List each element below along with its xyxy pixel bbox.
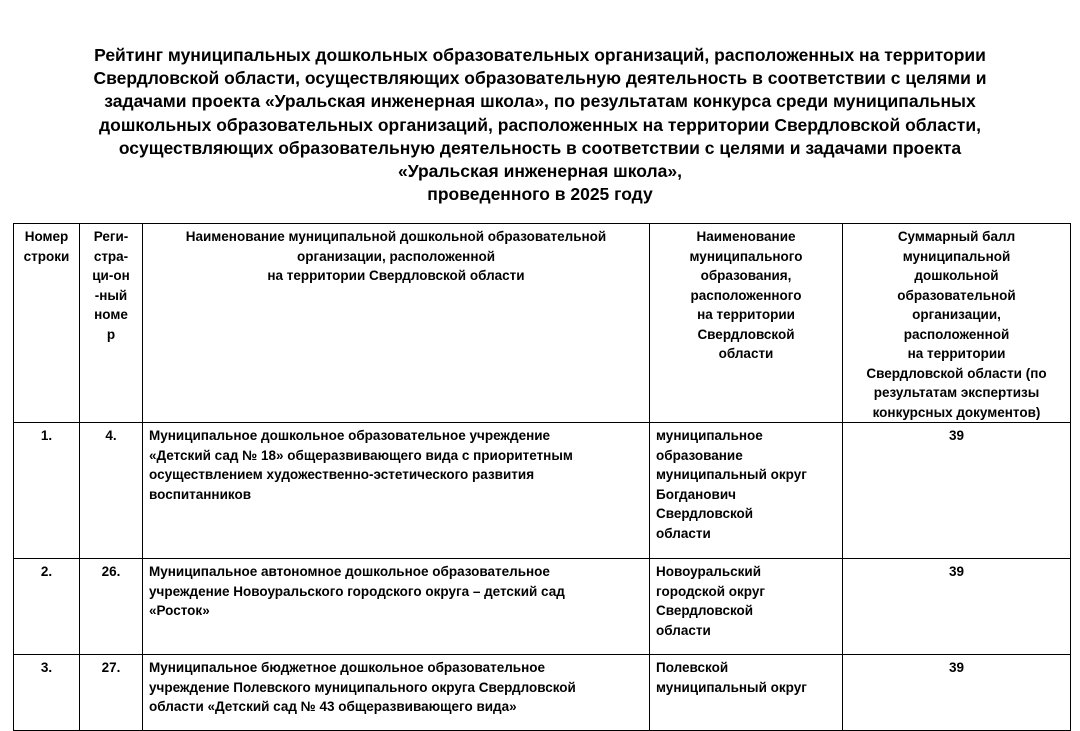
organization-name-cell: Муниципальное автономное дошкольное образовательное учреждение Новоуральского городского округа – детский сад «Росток» [143,559,650,655]
total-score-cell: 39 [843,423,1071,559]
title-line: Свердловской области, осуществляющих образовательную деятельность в соответствии с целями и [93,68,987,89]
title-line: «Уральская инженерная школа», [398,161,682,182]
document-title [18,44,1062,206]
title-line: осуществляющих образовательную деятельность в соответствии с целями и задачами проекта [118,137,962,158]
registration-number-cell: 27. [80,655,143,731]
title-line: дошкольных образовательных организаций, расположенных на территории Свердловской области, [99,114,981,135]
title-line: Рейтинг муниципальных дошкольных образовательных организаций, расположенных на территории [94,45,986,65]
row-number-cell: 3. [14,655,80,731]
row-number-cell: 2. [14,559,80,655]
header-organization-name: Наименование муниципальной дошкольной образовательной организации, расположенной на территории Свердловской области [143,224,650,423]
table-header-row [14,224,1071,423]
header-municipality-name: Наименование муниципального образования, расположенного на территории Свердловской области [650,224,843,423]
municipality-name-cell: Полевской муниципальный округ [650,655,843,731]
table-row [14,559,1071,655]
header-row-number: Номер строки [14,224,80,423]
municipality-name-cell: муниципальное образование муниципальный округ Богданович Свердловской области [650,423,843,559]
registration-number-cell: 26. [80,559,143,655]
title-line: задачами проекта «Уральская инженерная школа», по результатам конкурса среди муниципальных [104,91,976,112]
total-score-cell: 39 [843,655,1071,731]
table-row [14,655,1071,731]
table-row [14,423,1071,559]
organization-name-cell: Муниципальное дошкольное образовательное учреждение «Детский сад № 18» общеразвивающего вида с приоритетным осуществлением художественно-эстетического развития воспитанников [143,423,650,559]
rating-table [13,223,1071,731]
organization-name-cell: Муниципальное бюджетное дошкольное образовательное учреждение Полевского муниципального округа Свердловской области «Детский сад № 43 общеразвивающего вида» [143,655,650,731]
header-registration-number: Реги- стра- ци-он -ный номе р [80,224,143,423]
title-line: проведенного в 2025 году [427,184,653,205]
registration-number-cell: 4. [80,423,143,559]
total-score-cell: 39 [843,559,1071,655]
header-total-score: Суммарный балл муниципальной дошкольной образовательной организации, расположенной на территории Свердловской области (по результатам экспертизы конкурсных документов) [843,224,1071,423]
municipality-name-cell: Новоуральский городской округ Свердловской области [650,559,843,655]
row-number-cell: 1. [14,423,80,559]
